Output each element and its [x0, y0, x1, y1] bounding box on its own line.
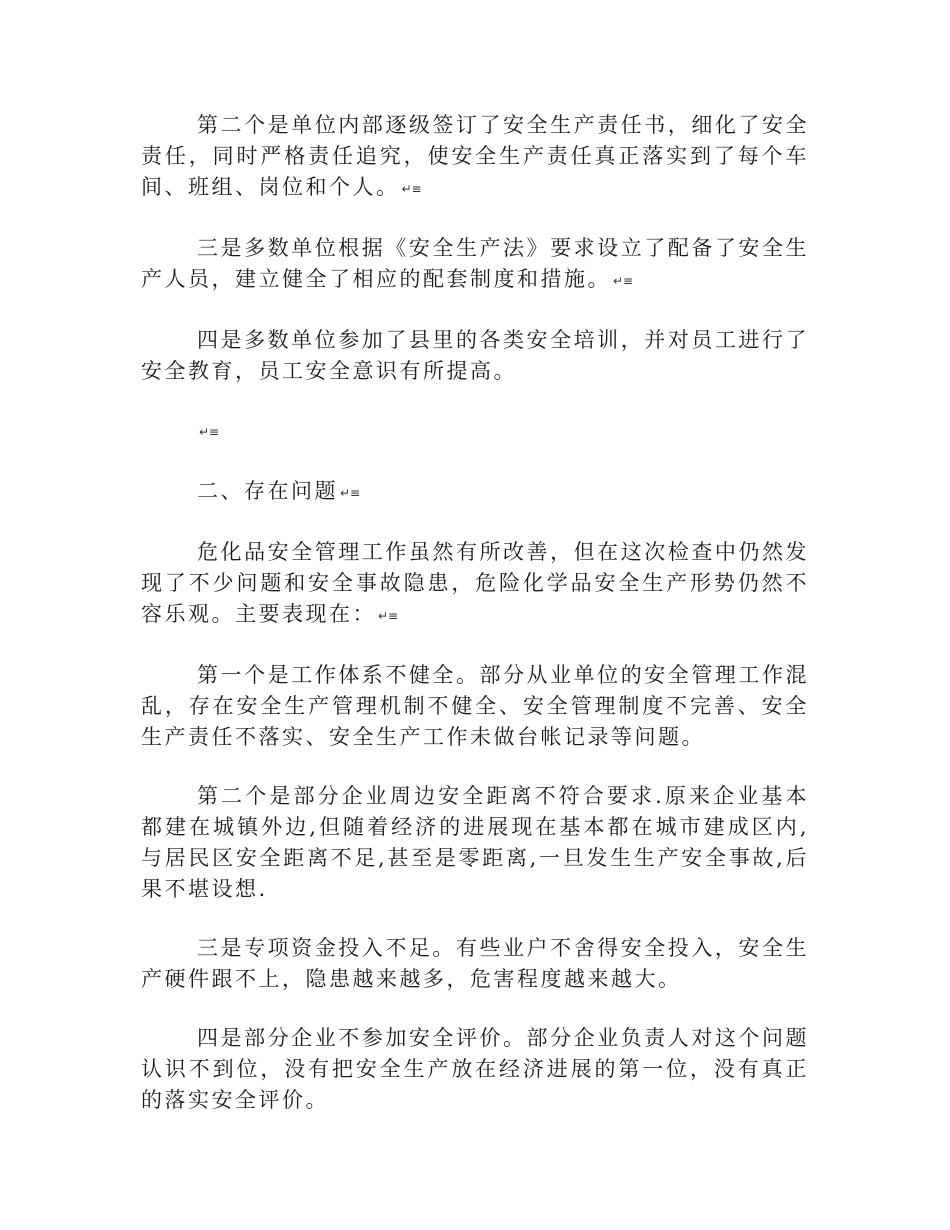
paragraph-text: 第二个是单位内部逐级签订了安全生产责任书，细化了安全责任，同时严格责任追究，使安全生产责任真正落实到了每个车间、班组、岗位和个人。: [141, 113, 809, 199]
paragraph-text: 第二个是部分企业周边安全距离不符合要求.原来企业基本都建在城镇外边,但随着经济的进展现在基本都在城市建成区内,与居民区安全距离不足,甚至是零距离,一旦发生生产安全事故,后果不堪设想.: [141, 784, 809, 901]
paragraph-mark-icon: ↵≡: [613, 274, 634, 288]
paragraph-responsibility: [141, 110, 809, 205]
paragraph-text: 三是专项资金投入不足。有些业户不舍得安全投入，安全生产硬件跟不上，隐患越来越多，危害程度越来越大。: [141, 936, 809, 991]
paragraph-mark-icon: ↵≡: [199, 425, 220, 439]
paragraph-staffing: [141, 233, 809, 297]
paragraph-text: 第一个是工作体系不健全。部分从业单位的安全管理工作混乱，存在安全生产管理机制不健全、安全管理制度不完善、安全生产责任不落实、安全生产工作未做台帐记录等问题。: [141, 663, 809, 749]
paragraph-safety-distance: [141, 781, 809, 905]
paragraph-text: 三是多数单位根据《安全生产法》要求设立了配备了安全生产人员，建立健全了相应的配套制度和措施。: [141, 236, 809, 291]
paragraph-training: [141, 325, 809, 387]
section-heading-problems: [141, 476, 809, 509]
paragraph-work-system: [141, 660, 809, 753]
paragraph-text: 四是部分企业不参加安全评价。部分企业负责人对这个问题认识不到位，没有把安全生产放在经济进展的第一位，没有真正的落实安全评价。: [141, 1026, 809, 1112]
paragraph-text: 危化品安全管理工作虽然有所改善，但在这次检查中仍然发现了不少问题和安全事故隐患，危险化学品安全生产形势仍然不容乐观。主要表现在：: [141, 540, 809, 626]
paragraph-mark-icon: ↵≡: [401, 182, 422, 196]
paragraph-funding: [141, 933, 809, 995]
paragraph-safety-evaluation: [141, 1023, 809, 1116]
paragraph-mark-icon: ↵≡: [378, 609, 399, 623]
paragraph-empty: [141, 415, 809, 448]
paragraph-overview: [141, 537, 809, 632]
paragraph-mark-icon: ↵≡: [340, 486, 361, 500]
document-body: [141, 110, 809, 1144]
section-heading-text: 二、存在问题: [197, 479, 338, 503]
paragraph-text: 四是多数单位参加了县里的各类安全培训，并对员工进行了安全教育，员工安全意识有所提高。: [141, 328, 809, 383]
